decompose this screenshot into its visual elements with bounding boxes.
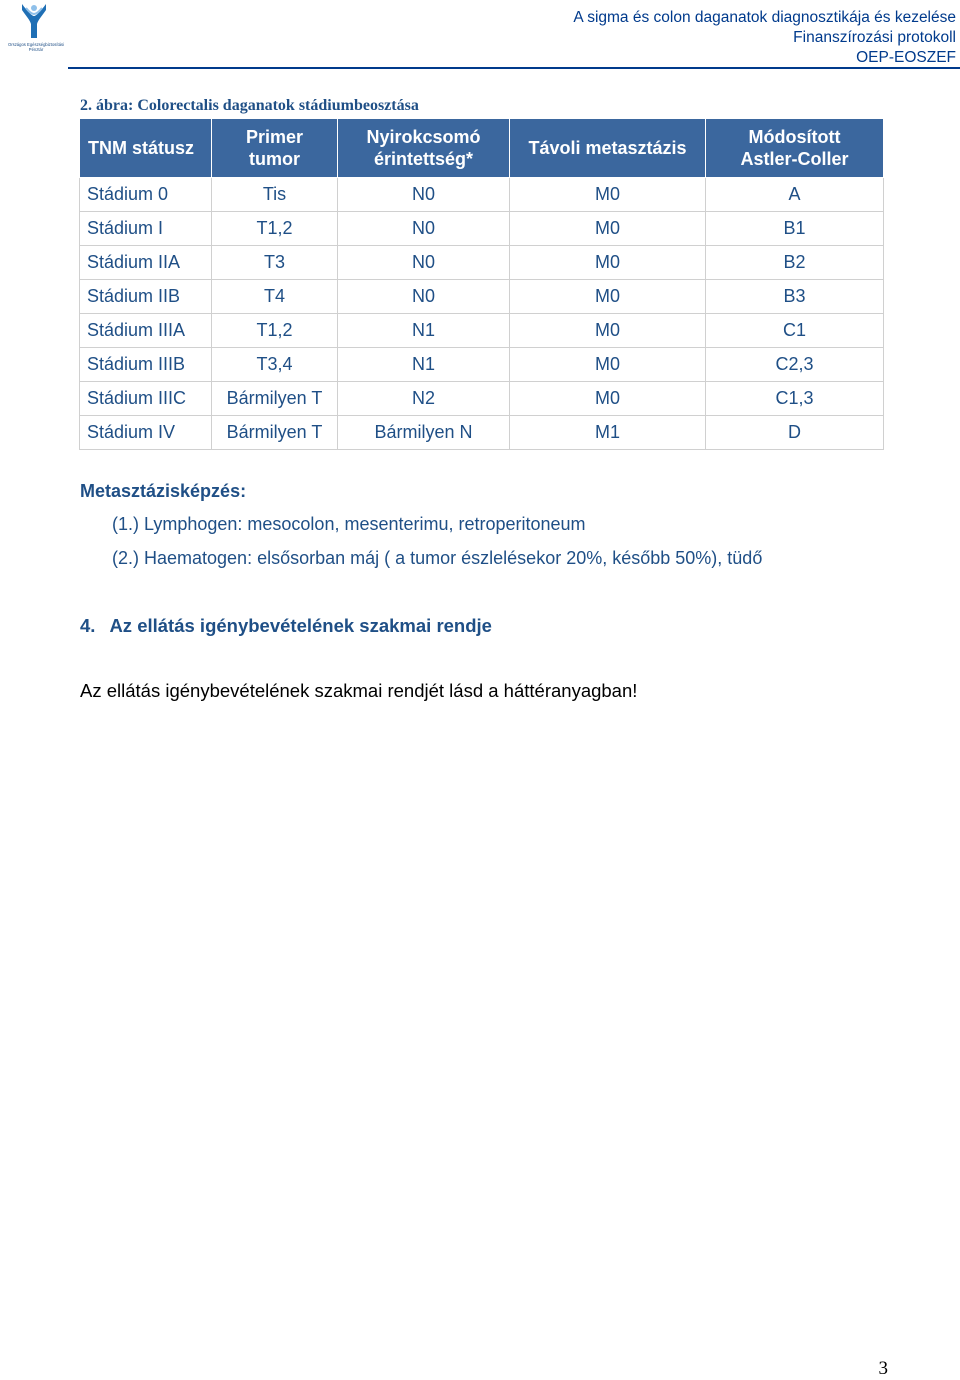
table-cell: M0 [510,178,706,212]
column-header: TNM státusz [80,119,212,178]
table-row [80,178,884,212]
column-header: Primer tumor [212,119,338,178]
table-cell: M0 [510,348,706,382]
table-row [80,382,884,416]
document-title: A sigma és colon daganatok diagnosztikája és kezelése [573,9,956,26]
column-header: Nyirokcsomó érintettség* [338,119,510,178]
table-cell: N0 [338,212,510,246]
table-cell: N0 [338,246,510,280]
table-cell: M0 [510,212,706,246]
table-cell: N0 [338,178,510,212]
document-publisher: OEP-EOSZEF [856,49,956,66]
table-cell: B1 [706,212,884,246]
table-cell: M0 [510,314,706,348]
column-header: Módosított Astler-Coller [706,119,884,178]
table-cell: C1,3 [706,382,884,416]
document-subtitle: Finanszírozási protokoll [793,29,956,46]
metastasis-item-lymphogen: (1.) Lymphogen: mesocolon, mesenterimu, retroperitoneum [112,514,586,534]
table-cell: N2 [338,382,510,416]
table-cell: D [706,416,884,450]
metastasis-title: Metasztázisképzés: [80,481,247,501]
column-header: Távoli metasztázis [510,119,706,178]
table-cell: T1,2 [212,314,338,348]
table-cell: B3 [706,280,884,314]
table-cell: B2 [706,246,884,280]
section-body: Az ellátás igénybevételének szakmai rendjét lásd a háttéranyagban! [80,680,638,701]
table-cell: A [706,178,884,212]
table-cell: M0 [510,382,706,416]
table-cell: C2,3 [706,348,884,382]
table-cell: Stádium I [80,212,212,246]
page-number: 3 [878,1358,888,1379]
table-cell: Bármilyen T [212,382,338,416]
section-number: 4. [80,615,96,636]
table-cell: T3 [212,246,338,280]
table-cell: N1 [338,348,510,382]
document-header [573,8,956,68]
table-row [80,348,884,382]
table-cell: Stádium IIB [80,280,212,314]
logo-text: Országos Egészségbiztosítási Pénztár [7,42,65,52]
table-cell: Tis [212,178,338,212]
table-row [80,212,884,246]
table-row [80,416,884,450]
table-cell: T4 [212,280,338,314]
table-cell: Bármilyen T [212,416,338,450]
table-cell: C1 [706,314,884,348]
header-divider [68,67,960,69]
table-cell: Stádium IIIA [80,314,212,348]
staging-table [79,118,884,450]
section-title: Az ellátás igénybevételének szakmai rendje [109,615,492,636]
table-cell: M0 [510,246,706,280]
table-cell: Stádium IIIB [80,348,212,382]
section-heading [80,615,492,637]
table-header-row [80,119,884,178]
table-cell: M0 [510,280,706,314]
table-row [80,246,884,280]
table-cell: Stádium IV [80,416,212,450]
table-cell: Stádium IIA [80,246,212,280]
metastasis-item-haematogen: (2.) Haematogen: elsősorban máj ( a tumor észlelésekor 20%, később 50%), tüdő [112,548,763,568]
table-row [80,280,884,314]
figure-caption: 2. ábra: Colorectalis daganatok stádiumbeosztása [80,97,419,114]
table-cell: N1 [338,314,510,348]
table-cell: Bármilyen N [338,416,510,450]
table-body [80,178,884,450]
oep-logo [2,2,66,58]
table-cell: T3,4 [212,348,338,382]
table-cell: Stádium 0 [80,178,212,212]
table-cell: M1 [510,416,706,450]
table-cell: Stádium IIIC [80,382,212,416]
table-cell: T1,2 [212,212,338,246]
table-cell: N0 [338,280,510,314]
table-row [80,314,884,348]
